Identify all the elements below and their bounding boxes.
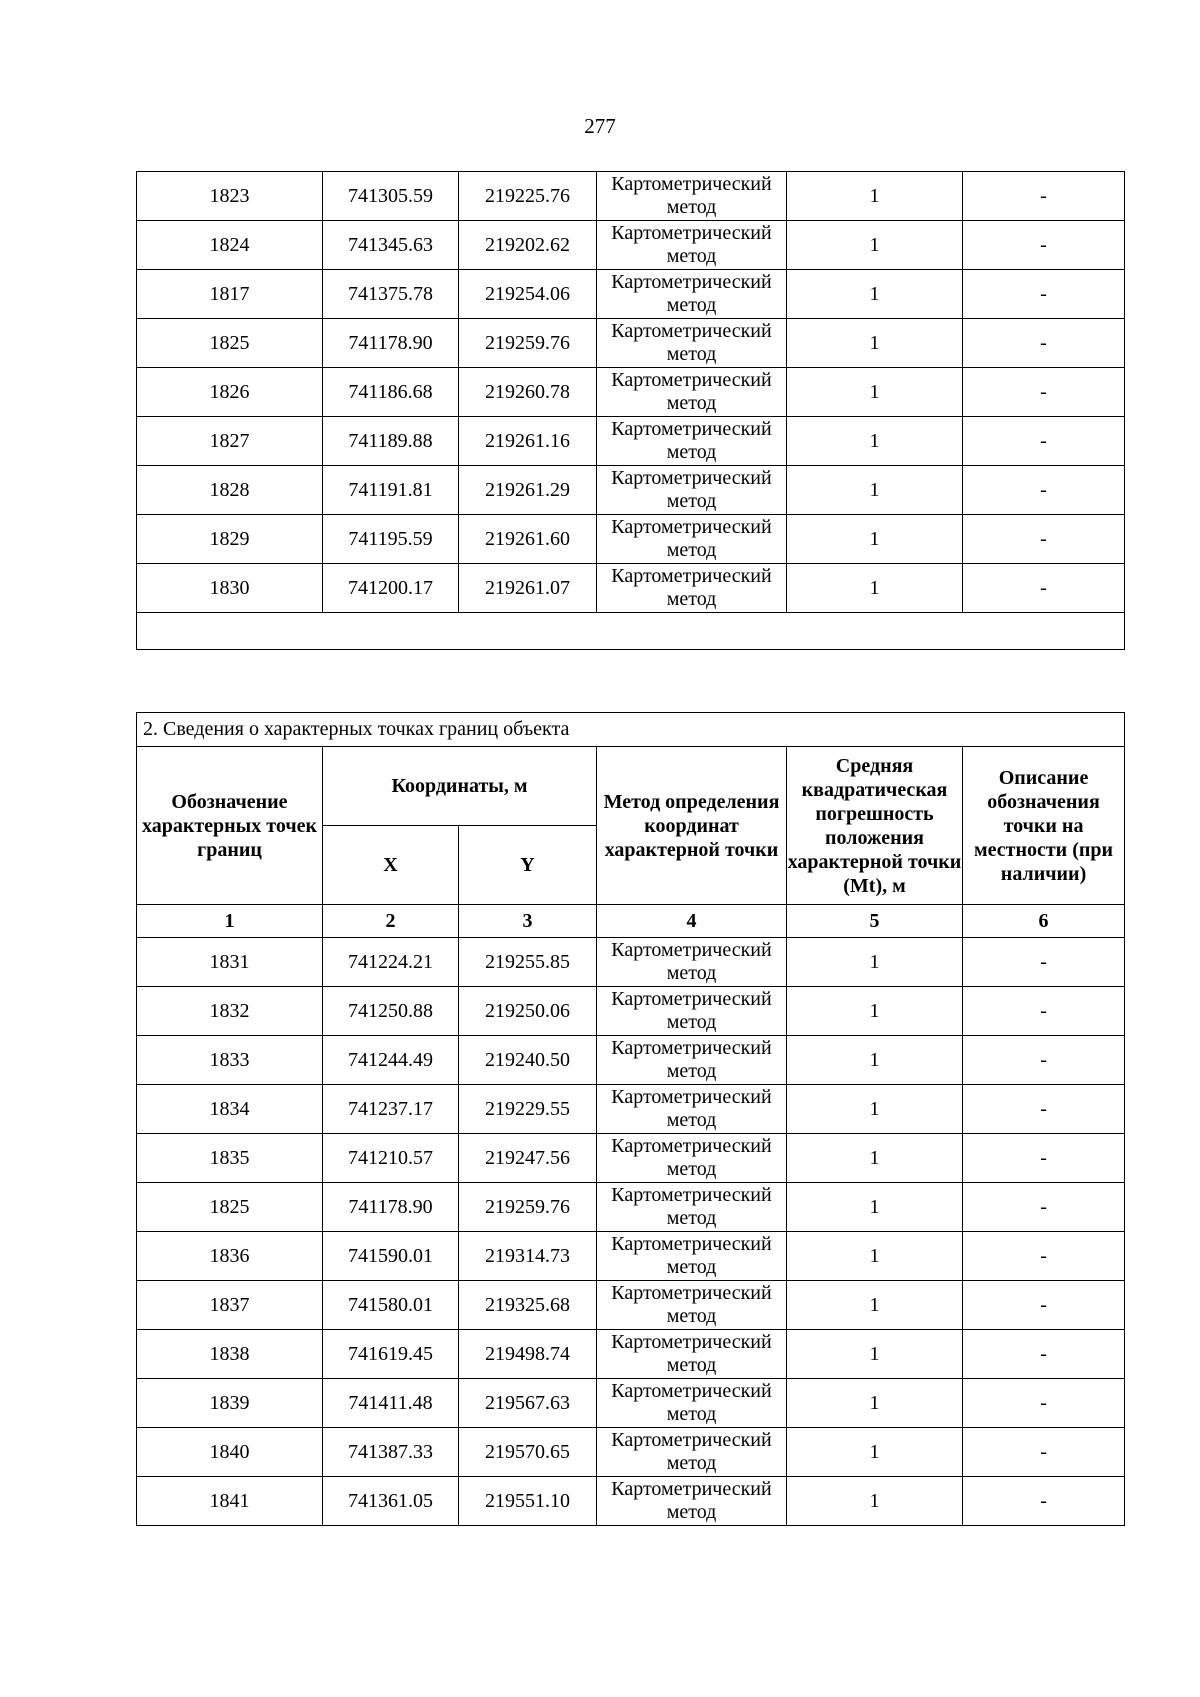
y-coordinate-cell: 219260.78 xyxy=(459,368,597,417)
y-coordinate-cell: 219202.62 xyxy=(459,221,597,270)
mt-cell: 1 xyxy=(787,1134,963,1183)
method-cell xyxy=(597,1428,787,1477)
x-coordinate-cell: 741590.01 xyxy=(323,1232,459,1281)
mt-cell: 1 xyxy=(787,417,963,466)
x-coordinate-cell: 741186.68 xyxy=(323,368,459,417)
table-row xyxy=(137,172,1125,221)
y-coordinate-cell: 219498.74 xyxy=(459,1330,597,1379)
method-line: метод xyxy=(666,1354,717,1376)
method-line: метод xyxy=(666,1207,717,1229)
point-cell: 1841 xyxy=(137,1477,323,1526)
method-line: Картометрический xyxy=(611,1282,772,1304)
header-coordinates: Координаты, м xyxy=(323,747,597,826)
description-cell: - xyxy=(963,938,1125,987)
description-cell: - xyxy=(963,1428,1125,1477)
method-line: метод xyxy=(666,1403,717,1425)
column-number: 4 xyxy=(597,905,787,938)
method-line: Картометрический xyxy=(611,222,772,244)
mt-cell: 1 xyxy=(787,1379,963,1428)
description-cell: - xyxy=(963,515,1125,564)
method-line: Картометрический xyxy=(611,369,772,391)
description-cell: - xyxy=(963,1330,1125,1379)
y-coordinate-cell: 219250.06 xyxy=(459,987,597,1036)
x-coordinate-cell: 741189.88 xyxy=(323,417,459,466)
point-cell: 1840 xyxy=(137,1428,323,1477)
x-coordinate-cell: 741361.05 xyxy=(323,1477,459,1526)
method-cell xyxy=(597,1281,787,1330)
y-coordinate-cell: 219261.60 xyxy=(459,515,597,564)
description-cell: - xyxy=(963,1232,1125,1281)
table-row xyxy=(137,221,1125,270)
table-row xyxy=(137,1379,1125,1428)
method-cell xyxy=(597,1232,787,1281)
column-number: 1 xyxy=(137,905,323,938)
method-cell xyxy=(597,1477,787,1526)
method-cell xyxy=(597,1085,787,1134)
y-coordinate-cell: 219261.16 xyxy=(459,417,597,466)
x-coordinate-cell: 741178.90 xyxy=(323,319,459,368)
header-error: Средняя квадратическая погрешность положения характерной точки (Mt), м xyxy=(787,747,963,905)
method-line: Картометрический xyxy=(611,1478,772,1500)
method-line: метод xyxy=(666,1305,717,1327)
method-cell xyxy=(597,564,787,613)
mt-cell: 1 xyxy=(787,466,963,515)
y-coordinate-cell: 219261.07 xyxy=(459,564,597,613)
method-line: Картометрический xyxy=(611,467,772,489)
point-cell: 1825 xyxy=(137,1183,323,1232)
point-cell: 1836 xyxy=(137,1232,323,1281)
x-coordinate-cell: 741237.17 xyxy=(323,1085,459,1134)
method-line: Картометрический xyxy=(611,1233,772,1255)
mt-cell: 1 xyxy=(787,368,963,417)
y-coordinate-cell: 219261.29 xyxy=(459,466,597,515)
mt-cell: 1 xyxy=(787,172,963,221)
page-number: 277 xyxy=(584,114,616,138)
y-coordinate-cell: 219567.63 xyxy=(459,1379,597,1428)
description-cell: - xyxy=(963,564,1125,613)
method-line: Картометрический xyxy=(611,1184,772,1206)
description-cell: - xyxy=(963,987,1125,1036)
x-coordinate-cell: 741224.21 xyxy=(323,938,459,987)
method-cell xyxy=(597,417,787,466)
description-cell: - xyxy=(963,1134,1125,1183)
y-coordinate-cell: 219259.76 xyxy=(459,319,597,368)
point-cell: 1817 xyxy=(137,270,323,319)
column-number: 3 xyxy=(459,905,597,938)
table-row xyxy=(137,1134,1125,1183)
method-line: метод xyxy=(666,392,717,414)
x-coordinate-cell: 741195.59 xyxy=(323,515,459,564)
method-line: метод xyxy=(666,196,717,218)
mt-cell: 1 xyxy=(787,1036,963,1085)
table-row xyxy=(137,1477,1125,1526)
description-cell: - xyxy=(963,1036,1125,1085)
header-x: X xyxy=(323,826,459,905)
y-coordinate-cell: 219325.68 xyxy=(459,1281,597,1330)
method-line: Картометрический xyxy=(611,988,772,1010)
method-line: метод xyxy=(666,1109,717,1131)
point-cell: 1829 xyxy=(137,515,323,564)
point-cell: 1825 xyxy=(137,319,323,368)
method-line: Картометрический xyxy=(611,1135,772,1157)
method-line: Картометрический xyxy=(611,1037,772,1059)
empty-cell xyxy=(137,613,1125,650)
description-cell: - xyxy=(963,319,1125,368)
method-line: метод xyxy=(666,1452,717,1474)
header-y: Y xyxy=(459,826,597,905)
point-cell: 1832 xyxy=(137,987,323,1036)
description-cell: - xyxy=(963,1281,1125,1330)
x-coordinate-cell: 741305.59 xyxy=(323,172,459,221)
x-coordinate-cell: 741580.01 xyxy=(323,1281,459,1330)
method-line: метод xyxy=(666,1256,717,1278)
point-cell: 1824 xyxy=(137,221,323,270)
x-coordinate-cell: 741345.63 xyxy=(323,221,459,270)
method-line: Картометрический xyxy=(611,516,772,538)
method-line: Картометрический xyxy=(611,1086,772,1108)
method-line: метод xyxy=(666,343,717,365)
table-row xyxy=(137,1183,1125,1232)
mt-cell: 1 xyxy=(787,319,963,368)
method-cell xyxy=(597,270,787,319)
x-coordinate-cell: 741619.45 xyxy=(323,1330,459,1379)
x-coordinate-cell: 741250.88 xyxy=(323,987,459,1036)
point-cell: 1823 xyxy=(137,172,323,221)
description-cell: - xyxy=(963,1477,1125,1526)
table-row xyxy=(137,319,1125,368)
method-cell xyxy=(597,1134,787,1183)
empty-row xyxy=(137,613,1125,650)
description-cell: - xyxy=(963,1379,1125,1428)
boundary-points-table xyxy=(136,712,1125,1526)
method-line: Картометрический xyxy=(611,1429,772,1451)
mt-cell: 1 xyxy=(787,1281,963,1330)
column-numbers-row xyxy=(137,905,1125,938)
y-coordinate-cell: 219570.65 xyxy=(459,1428,597,1477)
description-cell: - xyxy=(963,1085,1125,1134)
method-cell xyxy=(597,1183,787,1232)
mt-cell: 1 xyxy=(787,1183,963,1232)
y-coordinate-cell: 219551.10 xyxy=(459,1477,597,1526)
y-coordinate-cell: 219255.85 xyxy=(459,938,597,987)
point-cell: 1827 xyxy=(137,417,323,466)
description-cell: - xyxy=(963,1183,1125,1232)
method-cell xyxy=(597,987,787,1036)
table-row xyxy=(137,515,1125,564)
description-cell: - xyxy=(963,417,1125,466)
section-title: 2. Сведения о характерных точках границ объекта xyxy=(137,713,1125,747)
boundary-points-table-continued xyxy=(136,171,1125,650)
mt-cell: 1 xyxy=(787,1330,963,1379)
point-cell: 1830 xyxy=(137,564,323,613)
method-cell xyxy=(597,1036,787,1085)
table-row xyxy=(137,1330,1125,1379)
method-line: Картометрический xyxy=(611,565,772,587)
method-cell xyxy=(597,1379,787,1428)
x-coordinate-cell: 741178.90 xyxy=(323,1183,459,1232)
table-row xyxy=(137,1281,1125,1330)
table-row xyxy=(137,938,1125,987)
mt-cell: 1 xyxy=(787,938,963,987)
x-coordinate-cell: 741210.57 xyxy=(323,1134,459,1183)
x-coordinate-cell: 741191.81 xyxy=(323,466,459,515)
table1-body xyxy=(137,172,1125,613)
y-coordinate-cell: 219314.73 xyxy=(459,1232,597,1281)
y-coordinate-cell: 219229.55 xyxy=(459,1085,597,1134)
mt-cell: 1 xyxy=(787,515,963,564)
method-line: Картометрический xyxy=(611,1331,772,1353)
point-cell: 1828 xyxy=(137,466,323,515)
description-cell: - xyxy=(963,368,1125,417)
mt-cell: 1 xyxy=(787,1085,963,1134)
method-cell xyxy=(597,319,787,368)
point-cell: 1834 xyxy=(137,1085,323,1134)
mt-cell: 1 xyxy=(787,1428,963,1477)
description-cell: - xyxy=(963,172,1125,221)
y-coordinate-cell: 219247.56 xyxy=(459,1134,597,1183)
header-description: Описание обозначения точки на местности (при наличии) xyxy=(963,747,1125,905)
method-line: Картометрический xyxy=(611,418,772,440)
x-coordinate-cell: 741375.78 xyxy=(323,270,459,319)
description-cell: - xyxy=(963,466,1125,515)
mt-cell: 1 xyxy=(787,221,963,270)
column-number: 5 xyxy=(787,905,963,938)
method-line: Картометрический xyxy=(611,173,772,195)
table-row xyxy=(137,417,1125,466)
method-line: метод xyxy=(666,1060,717,1082)
point-cell: 1831 xyxy=(137,938,323,987)
table-row xyxy=(137,1232,1125,1281)
method-line: Картометрический xyxy=(611,1380,772,1402)
method-line: метод xyxy=(666,962,717,984)
method-line: метод xyxy=(666,441,717,463)
method-cell xyxy=(597,221,787,270)
method-line: Картометрический xyxy=(611,320,772,342)
method-cell xyxy=(597,938,787,987)
method-line: метод xyxy=(666,294,717,316)
point-cell: 1838 xyxy=(137,1330,323,1379)
table2-body xyxy=(137,938,1125,1526)
point-cell: 1833 xyxy=(137,1036,323,1085)
method-line: метод xyxy=(666,588,717,610)
x-coordinate-cell: 741200.17 xyxy=(323,564,459,613)
method-line: Картометрический xyxy=(611,271,772,293)
method-line: метод xyxy=(666,1011,717,1033)
table-row xyxy=(137,368,1125,417)
method-line: Картометрический xyxy=(611,939,772,961)
method-cell xyxy=(597,172,787,221)
header-designation: Обозначение характерных точек границ xyxy=(137,747,323,905)
point-cell: 1826 xyxy=(137,368,323,417)
column-number: 2 xyxy=(323,905,459,938)
x-coordinate-cell: 741244.49 xyxy=(323,1036,459,1085)
method-cell xyxy=(597,466,787,515)
table-row xyxy=(137,1428,1125,1477)
description-cell: - xyxy=(963,270,1125,319)
description-cell: - xyxy=(963,221,1125,270)
table-row xyxy=(137,987,1125,1036)
mt-cell: 1 xyxy=(787,987,963,1036)
method-cell xyxy=(597,515,787,564)
x-coordinate-cell: 741411.48 xyxy=(323,1379,459,1428)
mt-cell: 1 xyxy=(787,1477,963,1526)
method-line: метод xyxy=(666,1501,717,1523)
x-coordinate-cell: 741387.33 xyxy=(323,1428,459,1477)
point-cell: 1839 xyxy=(137,1379,323,1428)
header-method: Метод определения координат характерной точки xyxy=(597,747,787,905)
y-coordinate-cell: 219225.76 xyxy=(459,172,597,221)
table-row xyxy=(137,270,1125,319)
point-cell: 1835 xyxy=(137,1134,323,1183)
table-row xyxy=(137,466,1125,515)
method-line: метод xyxy=(666,1158,717,1180)
y-coordinate-cell: 219240.50 xyxy=(459,1036,597,1085)
mt-cell: 1 xyxy=(787,1232,963,1281)
y-coordinate-cell: 219254.06 xyxy=(459,270,597,319)
method-cell xyxy=(597,368,787,417)
method-cell xyxy=(597,1330,787,1379)
mt-cell: 1 xyxy=(787,270,963,319)
method-line: метод xyxy=(666,539,717,561)
point-cell: 1837 xyxy=(137,1281,323,1330)
method-line: метод xyxy=(666,245,717,267)
table-row xyxy=(137,1036,1125,1085)
table-row xyxy=(137,1085,1125,1134)
mt-cell: 1 xyxy=(787,564,963,613)
column-number: 6 xyxy=(963,905,1125,938)
method-line: метод xyxy=(666,490,717,512)
table-row xyxy=(137,564,1125,613)
y-coordinate-cell: 219259.76 xyxy=(459,1183,597,1232)
